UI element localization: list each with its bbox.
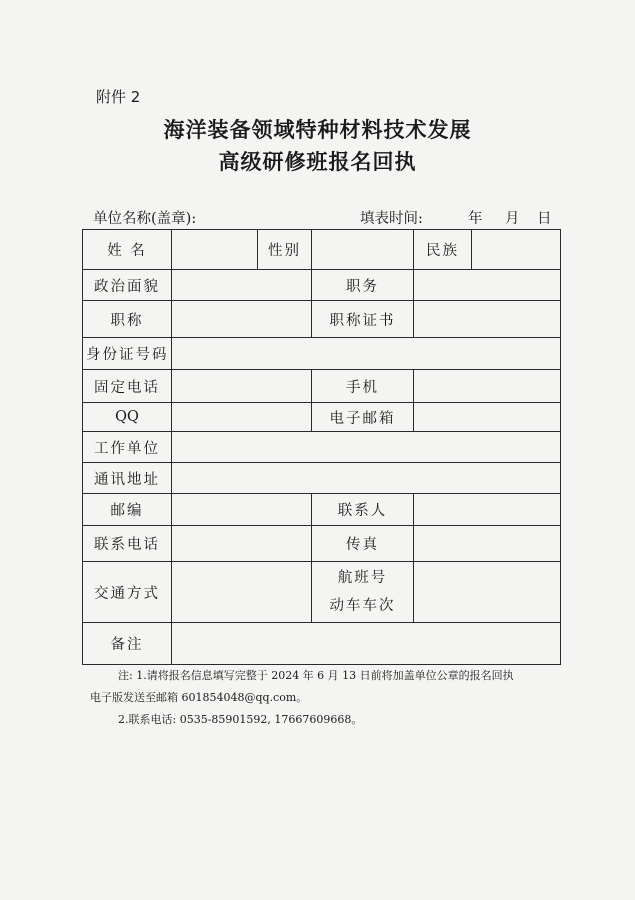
postcode-field[interactable] [172, 494, 312, 526]
transport-field[interactable] [172, 562, 312, 623]
attachment-label: 附件 2 [96, 88, 141, 106]
table-row [83, 338, 561, 370]
transport-label: 交通方式 [83, 562, 172, 623]
landline-label: 固定电话 [83, 370, 172, 403]
month-label: 月 [505, 211, 520, 227]
qq-field[interactable] [172, 403, 312, 432]
gender-field[interactable] [312, 230, 414, 270]
id-number-field[interactable] [172, 338, 561, 370]
name-field[interactable] [172, 230, 258, 270]
table-row [83, 562, 561, 623]
unit-name-label: 单位名称(盖章): [93, 211, 197, 227]
position-field[interactable] [414, 270, 561, 301]
gender-label: 性别 [258, 230, 312, 270]
table-row [83, 432, 561, 463]
table-row [83, 370, 561, 403]
train-number-label: 动车车次 [329, 598, 396, 614]
note-line-3: 2.联系电话: 0535-85901592, 17667609668。 [118, 713, 363, 726]
landline-field[interactable] [172, 370, 312, 403]
table-row [83, 301, 561, 338]
postcode-label: 邮编 [83, 494, 172, 526]
qq-label: QQ [83, 403, 172, 432]
notes-section [90, 665, 570, 731]
fax-label: 传真 [312, 526, 414, 562]
title-field[interactable] [172, 301, 312, 338]
table-row [83, 623, 561, 665]
table-row [83, 230, 561, 270]
document-title-line2: 高级研修班报名回执 [218, 149, 417, 174]
id-number-label: 身份证号码 [83, 338, 172, 370]
document-title-line1: 海洋装备领域特种材料技术发展 [163, 117, 472, 142]
title-certificate-label: 职称证书 [312, 301, 414, 338]
fill-time-label: 填表时间: [360, 211, 423, 227]
table-row [83, 403, 561, 432]
title-certificate-field[interactable] [414, 301, 561, 338]
table-row [83, 494, 561, 526]
flight-train-label [312, 562, 414, 623]
contact-phone-field[interactable] [172, 526, 312, 562]
note-line-1: 注: 1.请将报名信息填写完整于 2024 年 6 月 13 日前将加盖单位公章的报名回执 [118, 669, 514, 682]
year-label: 年 [468, 211, 483, 227]
political-status-label: 政治面貌 [83, 270, 172, 301]
political-status-field[interactable] [172, 270, 312, 301]
flight-train-field[interactable] [414, 562, 561, 623]
ethnicity-label: 民族 [414, 230, 472, 270]
email-field[interactable] [414, 403, 561, 432]
day-label: 日 [537, 211, 552, 227]
table-row [83, 526, 561, 562]
remarks-field[interactable] [172, 623, 561, 665]
position-label: 职务 [312, 270, 414, 301]
contact-person-field[interactable] [414, 494, 561, 526]
mobile-label: 手机 [312, 370, 414, 403]
name-label: 姓 名 [83, 230, 172, 270]
table-row [83, 270, 561, 301]
title-label: 职称 [83, 301, 172, 338]
mobile-field[interactable] [414, 370, 561, 403]
address-label: 通讯地址 [83, 463, 172, 494]
email-label: 电子邮箱 [312, 403, 414, 432]
workplace-label: 工作单位 [83, 432, 172, 463]
address-field[interactable] [172, 463, 561, 494]
registration-form-table [82, 229, 561, 665]
remarks-label: 备注 [83, 623, 172, 665]
contact-phone-label: 联系电话 [83, 526, 172, 562]
ethnicity-field[interactable] [472, 230, 561, 270]
note-line-2: 电子版发送至邮箱 601854048@qq.com。 [90, 691, 308, 704]
table-row [83, 463, 561, 494]
contact-person-label: 联系人 [312, 494, 414, 526]
flight-number-label: 航班号 [337, 570, 388, 586]
workplace-field[interactable] [172, 432, 561, 463]
fax-field[interactable] [414, 526, 561, 562]
